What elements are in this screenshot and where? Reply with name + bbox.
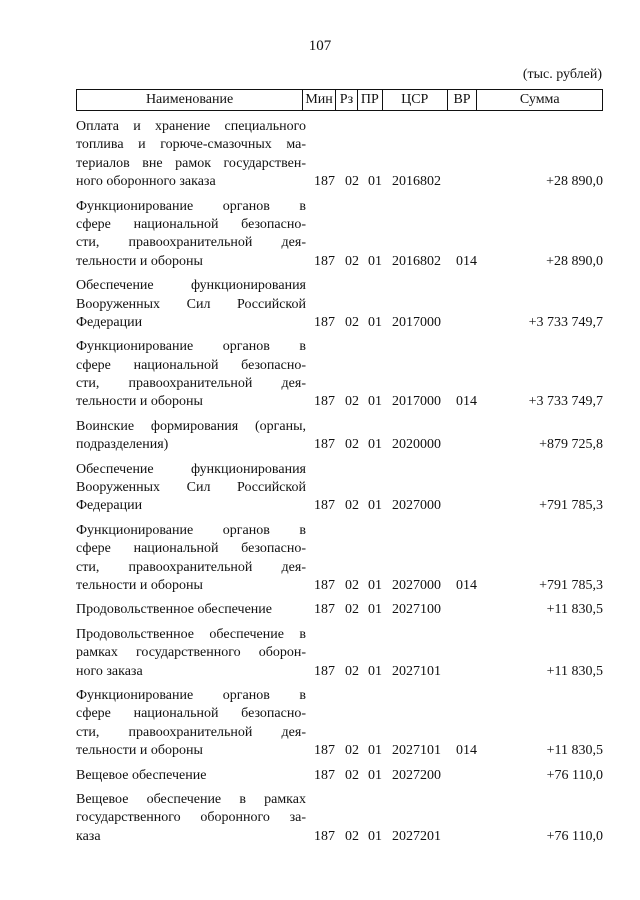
row-codes [306,314,603,332]
row-pr: 01 [368,394,382,410]
row-codes [306,742,603,760]
row-name-line: тельности и обороны [76,394,203,410]
row-sum: +76 110,0 [546,767,603,783]
row-min: 187 [314,602,335,618]
row-sum: +28 890,0 [546,253,603,269]
row-vr [456,497,490,515]
row-rz: 02 [345,498,359,514]
row-pr: 01 [368,828,382,844]
row-sum: +3 733 749,7 [528,394,603,410]
row-name [76,338,306,412]
row-codes [306,767,603,785]
row-name-line: сти, правоохранительной дея- [76,724,306,740]
row-name-line: ного заказа [76,663,143,679]
row-pr: 01 [368,253,382,269]
row-csr: 2027000 [392,577,441,593]
row-vr: 014 [456,253,477,269]
row-name-line: ного оборонного заказа [76,174,216,190]
header-pr: ПР [357,90,382,110]
row-min: 187 [314,394,335,410]
header-csr: ЦСР [382,90,447,110]
table-row [76,687,603,761]
row-sum: +879 725,8 [539,437,603,453]
row-csr: 2016802 [392,174,441,190]
row-min: 187 [314,828,335,844]
row-rz: 02 [345,314,359,330]
row-csr: 2027101 [392,663,441,679]
row-name [76,687,306,761]
units-label: (тыс. рублей) [522,67,602,82]
row-name [76,277,306,332]
row-min: 187 [314,663,335,679]
row-name-line: сфере национальной безопасно- [76,541,306,557]
table-row [76,461,603,516]
row-name [76,626,306,681]
row-name-line: териалов вне рамок государствен- [76,155,306,171]
row-name-line: Функционирование органов в [76,687,306,703]
row-name-line: Воинские формирования (органы, [76,418,306,434]
row-csr: 2027101 [392,743,441,759]
row-min: 187 [314,767,335,783]
row-csr: 2020000 [392,437,441,453]
row-name [76,198,306,272]
row-name [76,767,306,785]
row-rz: 02 [345,743,359,759]
table-body [76,118,603,852]
row-vr [456,173,490,191]
row-csr: 2027000 [392,498,441,514]
row-min: 187 [314,498,335,514]
table-row [76,626,603,681]
row-vr [456,601,490,619]
row-csr: 2027201 [392,828,441,844]
row-csr: 2017000 [392,314,441,330]
row-sum: +11 830,5 [546,663,603,679]
row-min: 187 [314,437,335,453]
table-row [76,522,603,596]
row-min: 187 [314,743,335,759]
row-sum: +791 785,3 [539,498,603,514]
row-name-line: каза [76,828,101,844]
row-pr: 01 [368,577,382,593]
header-rz: Рз [335,90,357,110]
row-sum: +3 733 749,7 [528,314,603,330]
row-rz: 02 [345,828,359,844]
row-name-line: сфере национальной безопасно- [76,706,306,722]
row-csr: 2027200 [392,767,441,783]
row-name-line: тельности и обороны [76,743,203,759]
header-vr: ВР [447,90,477,110]
row-codes [306,663,603,681]
row-rz: 02 [345,174,359,190]
header-sum: Сумма [476,90,602,110]
row-codes [306,577,603,595]
row-rz: 02 [345,663,359,679]
row-name-line: Функционирование органов в [76,198,306,214]
row-name-line: Оплата и хранение специального [76,119,306,134]
row-min: 187 [314,577,335,593]
row-codes [306,601,603,619]
row-name-line: Продовольственное обеспечение [76,602,272,618]
row-min: 187 [314,253,335,269]
page-number: 107 [308,38,332,54]
row-codes [306,828,603,846]
row-sum: +791 785,3 [539,577,603,593]
header-min: Мин [302,90,335,110]
row-name-line: Вещевое обеспечение [76,767,207,783]
row-codes [306,393,603,411]
row-name-line: тельности и обороны [76,253,203,269]
row-rz: 02 [345,437,359,453]
row-pr: 01 [368,437,382,453]
row-name-line: Функционирование органов в [76,339,306,355]
row-name-line: Функционирование органов в [76,522,306,538]
row-pr: 01 [368,663,382,679]
row-name-line: Федерации [76,498,143,514]
row-name-line: Вещевое обеспечение в рамках [76,791,306,807]
row-min: 187 [314,314,335,330]
row-name-line: сти, правоохранительной дея- [76,559,306,575]
row-vr: 014 [456,394,477,410]
row-name [76,118,306,192]
row-csr: 2027100 [392,602,441,618]
row-sum: +28 890,0 [546,174,603,190]
row-name-line: Федерации [76,314,143,330]
row-name [76,522,306,596]
row-name-line: Обеспечение функционирования [76,278,306,294]
table-row [76,418,603,455]
row-name-line: государственного оборонного за- [76,810,306,826]
row-pr: 01 [368,602,382,618]
row-name-line: сфере национальной безопасно- [76,357,306,373]
row-min: 187 [314,174,335,190]
row-sum: +76 110,0 [546,828,603,844]
table-header [76,89,603,111]
row-name-line: подразделения) [76,437,169,453]
row-name-line: топлива и горюче-смазочных ма- [76,137,306,153]
table-row [76,767,603,785]
row-rz: 02 [345,253,359,269]
table-row [76,338,603,412]
row-name-line: сфере национальной безопасно- [76,216,306,232]
row-name-line: Вооруженных Сил Российской [76,480,306,496]
table-row [76,791,603,846]
row-name-line: тельности и обороны [76,577,203,593]
row-name-line: рамках государственного оборон- [76,645,306,661]
row-vr [456,663,490,681]
row-name-line: Продовольственное обеспечение в [76,626,306,642]
row-name-line: сти, правоохранительной дея- [76,235,306,251]
row-pr: 01 [368,314,382,330]
row-rz: 02 [345,602,359,618]
row-name-line: сти, правоохранительной дея- [76,376,306,392]
row-name [76,461,306,516]
row-name [76,418,306,455]
row-vr [456,314,490,332]
header-name: Наименование [145,92,234,107]
row-pr: 01 [368,174,382,190]
row-vr: 014 [456,743,477,759]
row-sum: +11 830,5 [546,743,603,759]
row-pr: 01 [368,767,382,783]
table-row [76,118,603,192]
row-vr [456,436,490,454]
row-name [76,791,306,846]
row-pr: 01 [368,743,382,759]
table-row [76,601,603,619]
row-codes [306,173,603,191]
table-row [76,198,603,272]
row-vr [456,767,490,785]
row-codes [306,497,603,515]
row-codes [306,253,603,271]
row-name-line: Вооруженных Сил Российской [76,296,306,312]
row-vr [456,828,490,846]
table-row [76,277,603,332]
row-sum: +11 830,5 [546,602,603,618]
row-name-line: Обеспечение функционирования [76,461,306,477]
row-rz: 02 [345,394,359,410]
row-vr: 014 [456,577,477,593]
row-csr: 2016802 [392,253,441,269]
row-codes [306,436,603,454]
row-rz: 02 [345,577,359,593]
row-pr: 01 [368,498,382,514]
row-csr: 2017000 [392,394,441,410]
row-name [76,601,306,619]
row-rz: 02 [345,767,359,783]
